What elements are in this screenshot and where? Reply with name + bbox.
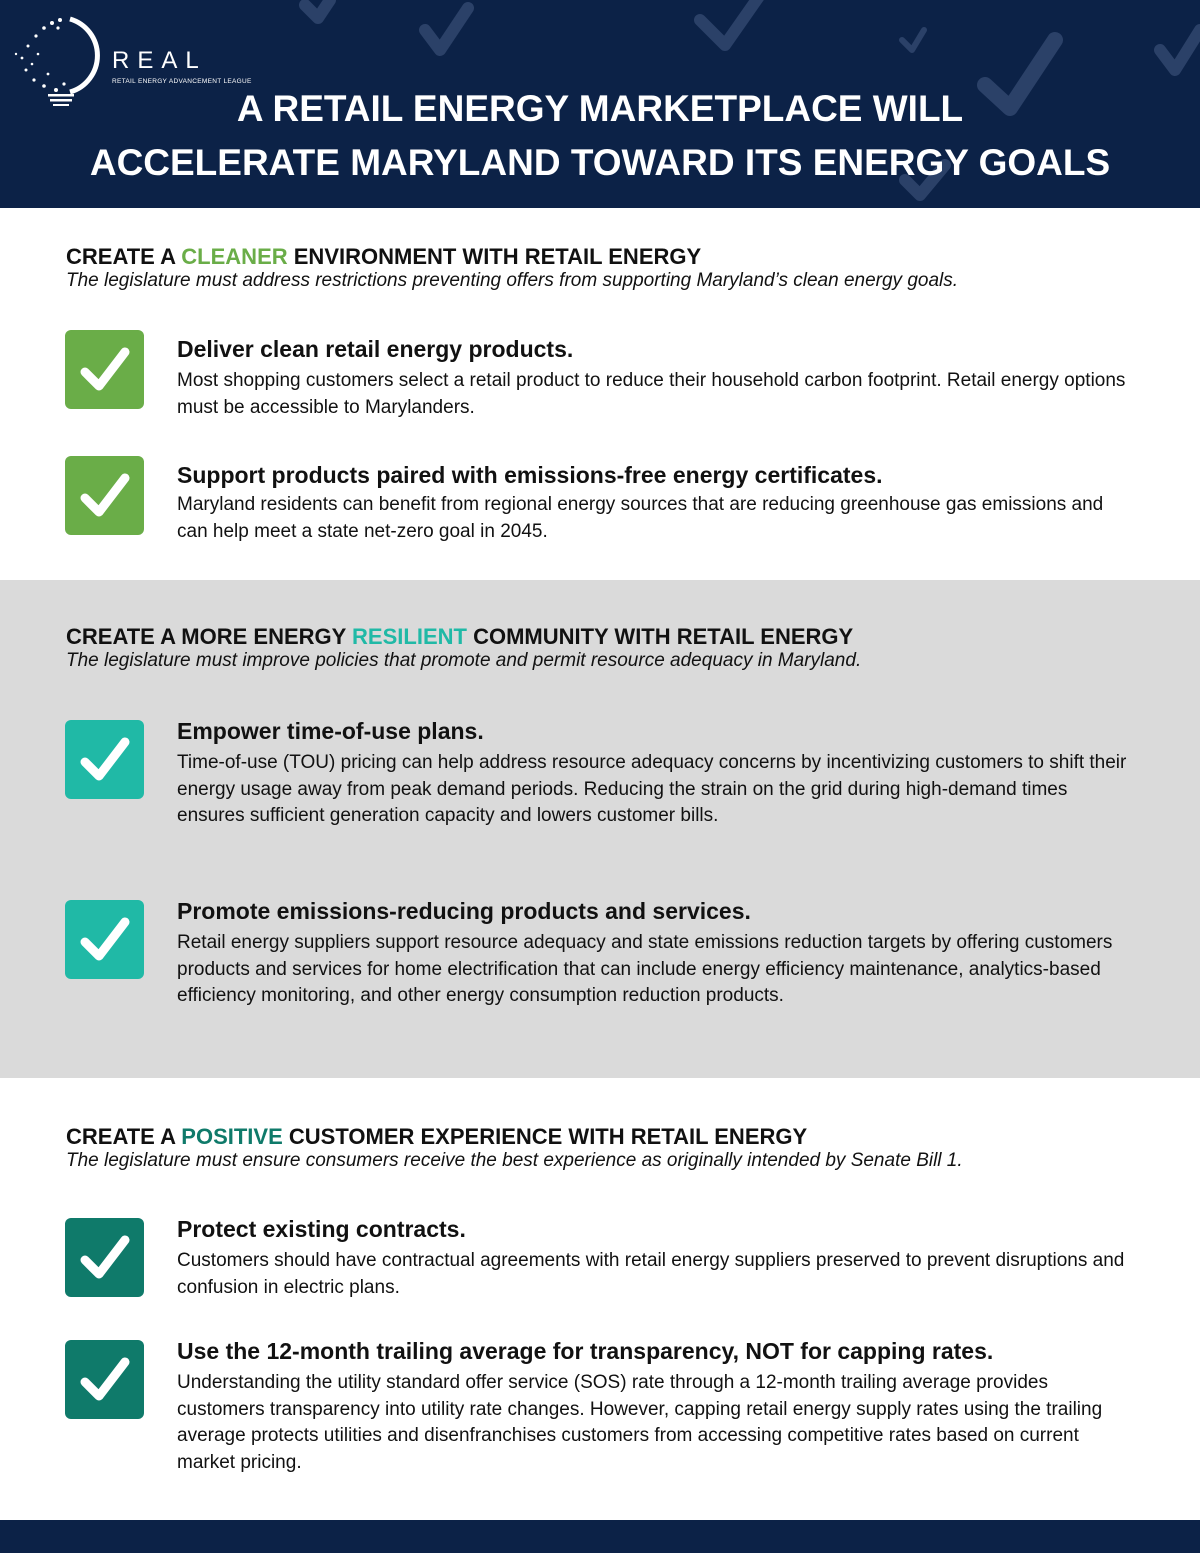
item-title: Promote emissions-reducing products and services. <box>177 898 751 924</box>
background-check-icon <box>1160 30 1200 70</box>
background-check-icon <box>902 30 924 50</box>
item-body: Time-of-use (TOU) pricing can help address resource adequacy concerns by incentivizing customers to shift their energy usage away from peak demand periods. Reducing the strain on the grid during high-demand times ensures sufficient generation capacity and lowers customer bills. <box>177 752 1127 826</box>
checkbox-icon <box>65 1218 144 1297</box>
section-heading: CREATE A CLEANER ENVIRONMENT WITH RETAIL ENERGY <box>66 244 702 269</box>
background-check-icon <box>425 8 468 50</box>
background-check-icon <box>305 0 330 18</box>
logo-wordmark: REAL <box>112 47 207 74</box>
heading-accent: POSITIVE <box>181 1124 283 1149</box>
checkbox-icon <box>65 330 144 409</box>
item-body: Maryland residents can benefit from regional energy sources that are reducing greenhouse gas emissions and can help meet a state net-zero goal in 2045. <box>177 494 1104 542</box>
section-resilient <box>0 580 1200 1078</box>
section-positive <box>0 1078 1200 1520</box>
section-subtitle: The legislature must improve policies that promote and permit resource adequacy in Maryland. <box>66 650 862 671</box>
item-title: Deliver clean retail energy products. <box>177 336 574 362</box>
checkbox-icon <box>65 1340 144 1419</box>
section-heading: CREATE A POSITIVE CUSTOMER EXPERIENCE WITH RETAIL ENERGY <box>66 1124 808 1149</box>
item-title: Empower time-of-use plans. <box>177 718 484 744</box>
section-heading: CREATE A MORE ENERGY RESILIENT COMMUNITY WITH RETAIL ENERGY <box>66 624 854 649</box>
item-body: Understanding the utility standard offer service (SOS) rate through a 12-month trailing average provides customers transparency into utility rate changes. However, capping retail energy supply rates using the trailing average protects utilities and disenfranchises customers from accessing competitive rates based on current market pricing. <box>177 1372 1103 1473</box>
checkbox-icon <box>65 456 144 535</box>
title-line-2: ACCELERATE MARYLAND TOWARD ITS ENERGY GOALS <box>89 142 1111 183</box>
item-title: Support products paired with emissions-free energy certificates. <box>177 462 883 488</box>
logo-tagline: RETAIL ENERGY ADVANCEMENT LEAGUE <box>112 78 252 85</box>
item-title: Use the 12-month trailing average for transparency, NOT for capping rates. <box>177 1338 994 1364</box>
item-body: Customers should have contractual agreements with retail energy suppliers preserved to prevent disruptions and confusion in electric plans. <box>177 1250 1125 1298</box>
section-subtitle: The legislature must ensure consumers receive the best experience as originally intended by Senate Bill 1. <box>66 1150 963 1171</box>
footer-bar <box>0 1520 1200 1553</box>
title-line-1: A RETAIL ENERGY MARKETPLACE WILL <box>236 88 964 129</box>
item-title: Protect existing contracts. <box>177 1216 466 1242</box>
background-check-icon <box>700 0 760 45</box>
section-subtitle: The legislature must address restrictions preventing offers from supporting Maryland’s clean energy goals. <box>66 270 959 291</box>
header-banner <box>0 0 1200 208</box>
item-body: Most shopping customers select a retail product to reduce their household carbon footprint. Retail energy options must be accessible to Marylanders. <box>177 370 1126 418</box>
checkbox-icon <box>65 720 144 799</box>
item-body: Retail energy suppliers support resource adequacy and state emissions reduction targets by offering customers products and services for home electrification that can include energy efficiency maintenance, analytics-based efficiency monitoring, and other energy consumption reduction products. <box>177 932 1113 1006</box>
section-cleaner <box>0 208 1200 580</box>
heading-accent: CLEANER <box>181 244 288 269</box>
page-title <box>0 82 1200 190</box>
checkbox-icon <box>65 900 144 979</box>
heading-accent: RESILIENT <box>352 624 467 649</box>
